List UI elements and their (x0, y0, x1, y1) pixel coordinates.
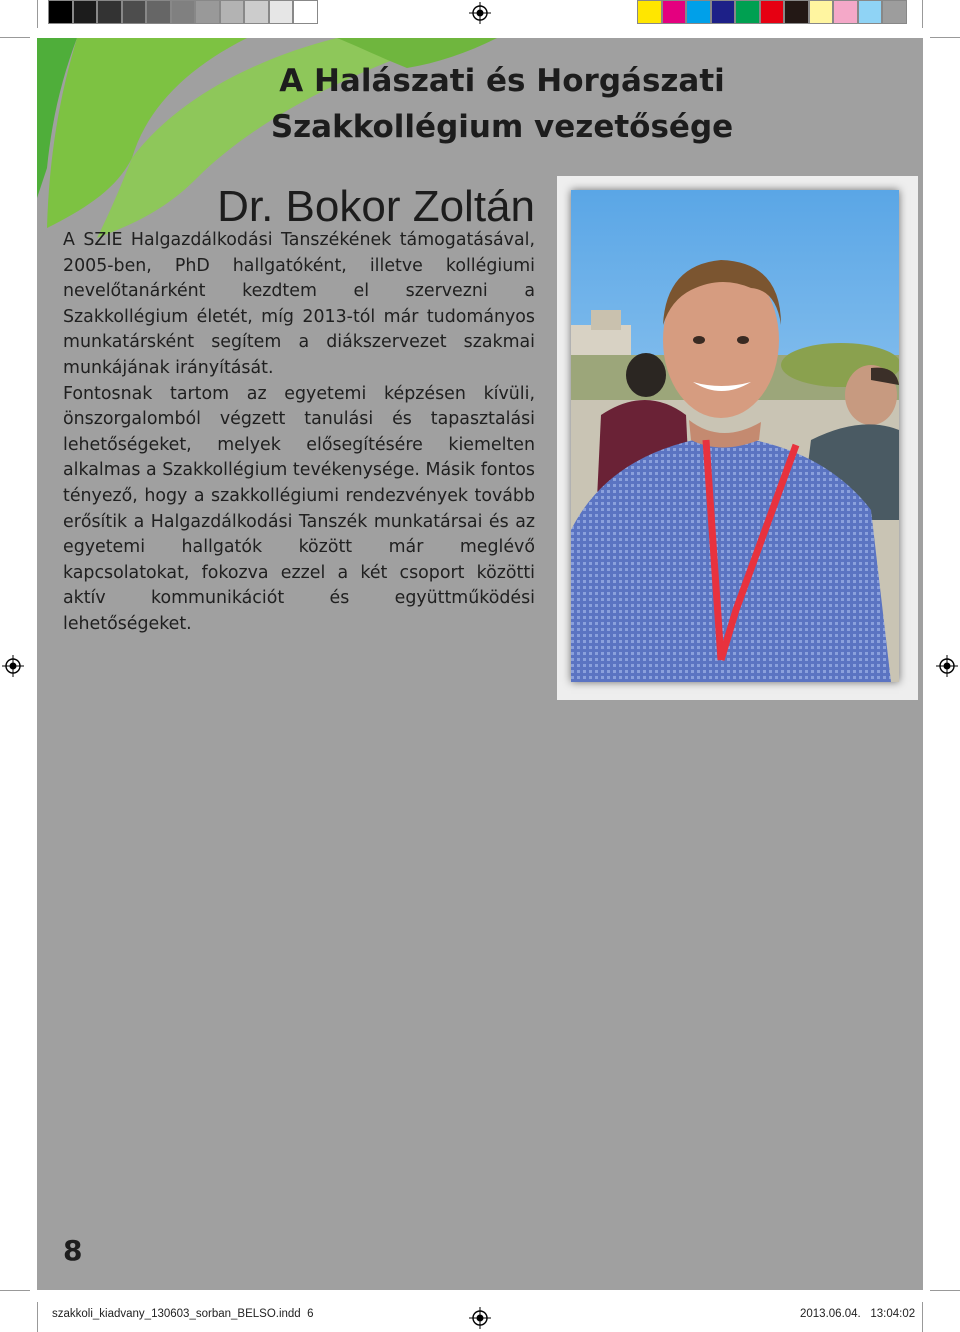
crop-mark (0, 37, 30, 38)
title-line-2: Szakkollégium vezetősége (270, 109, 734, 145)
photo-frame (557, 176, 918, 700)
color-swatch (735, 0, 760, 24)
color-swatch (882, 0, 907, 24)
page (37, 38, 923, 1290)
slug-page: 6 (307, 1308, 314, 1320)
color-swatch (122, 0, 147, 24)
color-swatch (784, 0, 809, 24)
color-swatch (97, 0, 122, 24)
color-swatch (195, 0, 220, 24)
crop-mark (930, 1290, 960, 1291)
color-swatch (269, 0, 294, 24)
crop-mark (930, 37, 960, 38)
paragraph-2: Fontosnak tartom az egyetemi képzésen kívüli, önszorgalomból végzett tanulási és tapasztalási lehetőségeket, melyek elősegítésére kiemelten alkalmas a Szakkollégium tevékenysége. Másik fontos tényező, hogy a szakkollégiumi rendezvények tovább erősítik a Halgazdálkodási Tanszék munkatársai és az egyetemi hallgatók között már meglévő kapcsolatokat, fokozva ezzel a két csoport közötti aktív kommunikációt és együttműködési lehetőségeket. (63, 383, 535, 634)
body-text (63, 228, 535, 638)
color-swatch (760, 0, 785, 24)
color-swatch (48, 0, 73, 24)
color-swatch (833, 0, 858, 24)
page-number: 8 (63, 1234, 83, 1267)
slug-timestamp (800, 1308, 915, 1320)
color-swatch (686, 0, 711, 24)
registration-mark-left (2, 655, 24, 677)
gray-scale-bar (48, 0, 318, 26)
crop-mark (37, 0, 38, 28)
slug-filename: szakkoli_kiadvany_130603_sorban_BELSO.indd (52, 1308, 301, 1320)
crop-mark (0, 1290, 30, 1291)
color-swatch (711, 0, 736, 24)
color-swatch (220, 0, 245, 24)
color-swatch (73, 0, 98, 24)
color-swatch (171, 0, 196, 24)
slug-time: 13:04:02 (870, 1308, 916, 1320)
portrait-photo (571, 190, 899, 682)
slug-file-info (52, 1308, 314, 1320)
color-bar (637, 0, 907, 26)
color-swatch (244, 0, 269, 24)
person-name: Dr. Bokor Zoltán (217, 182, 535, 231)
slug-date: 2013.06.04. (800, 1308, 861, 1320)
color-swatch (293, 0, 318, 24)
page-title (242, 58, 762, 150)
registration-mark-right (936, 655, 958, 677)
color-swatch (146, 0, 171, 24)
color-swatch (809, 0, 834, 24)
title-line-1: A Halászati és Horgászati (279, 63, 725, 99)
registration-mark-top (469, 2, 491, 24)
paragraph-1: A SZIE Halgazdálkodási Tanszékének támogatásával, 2005-ben, PhD hallgatóként, illetve kollégiumi nevelőtanárként kezdtem el szervezni a Szakkollégium életét, míg 2013-tól már tudományos munkatársként segítem a diákszervezet szakmai munkájának irányítását. (63, 230, 535, 378)
registration-mark-bottom (469, 1307, 491, 1329)
color-swatch (637, 0, 662, 24)
crop-mark (922, 1302, 923, 1332)
color-swatch (858, 0, 883, 24)
crop-mark (922, 0, 923, 28)
color-swatch (662, 0, 687, 24)
crop-mark (37, 1302, 38, 1332)
